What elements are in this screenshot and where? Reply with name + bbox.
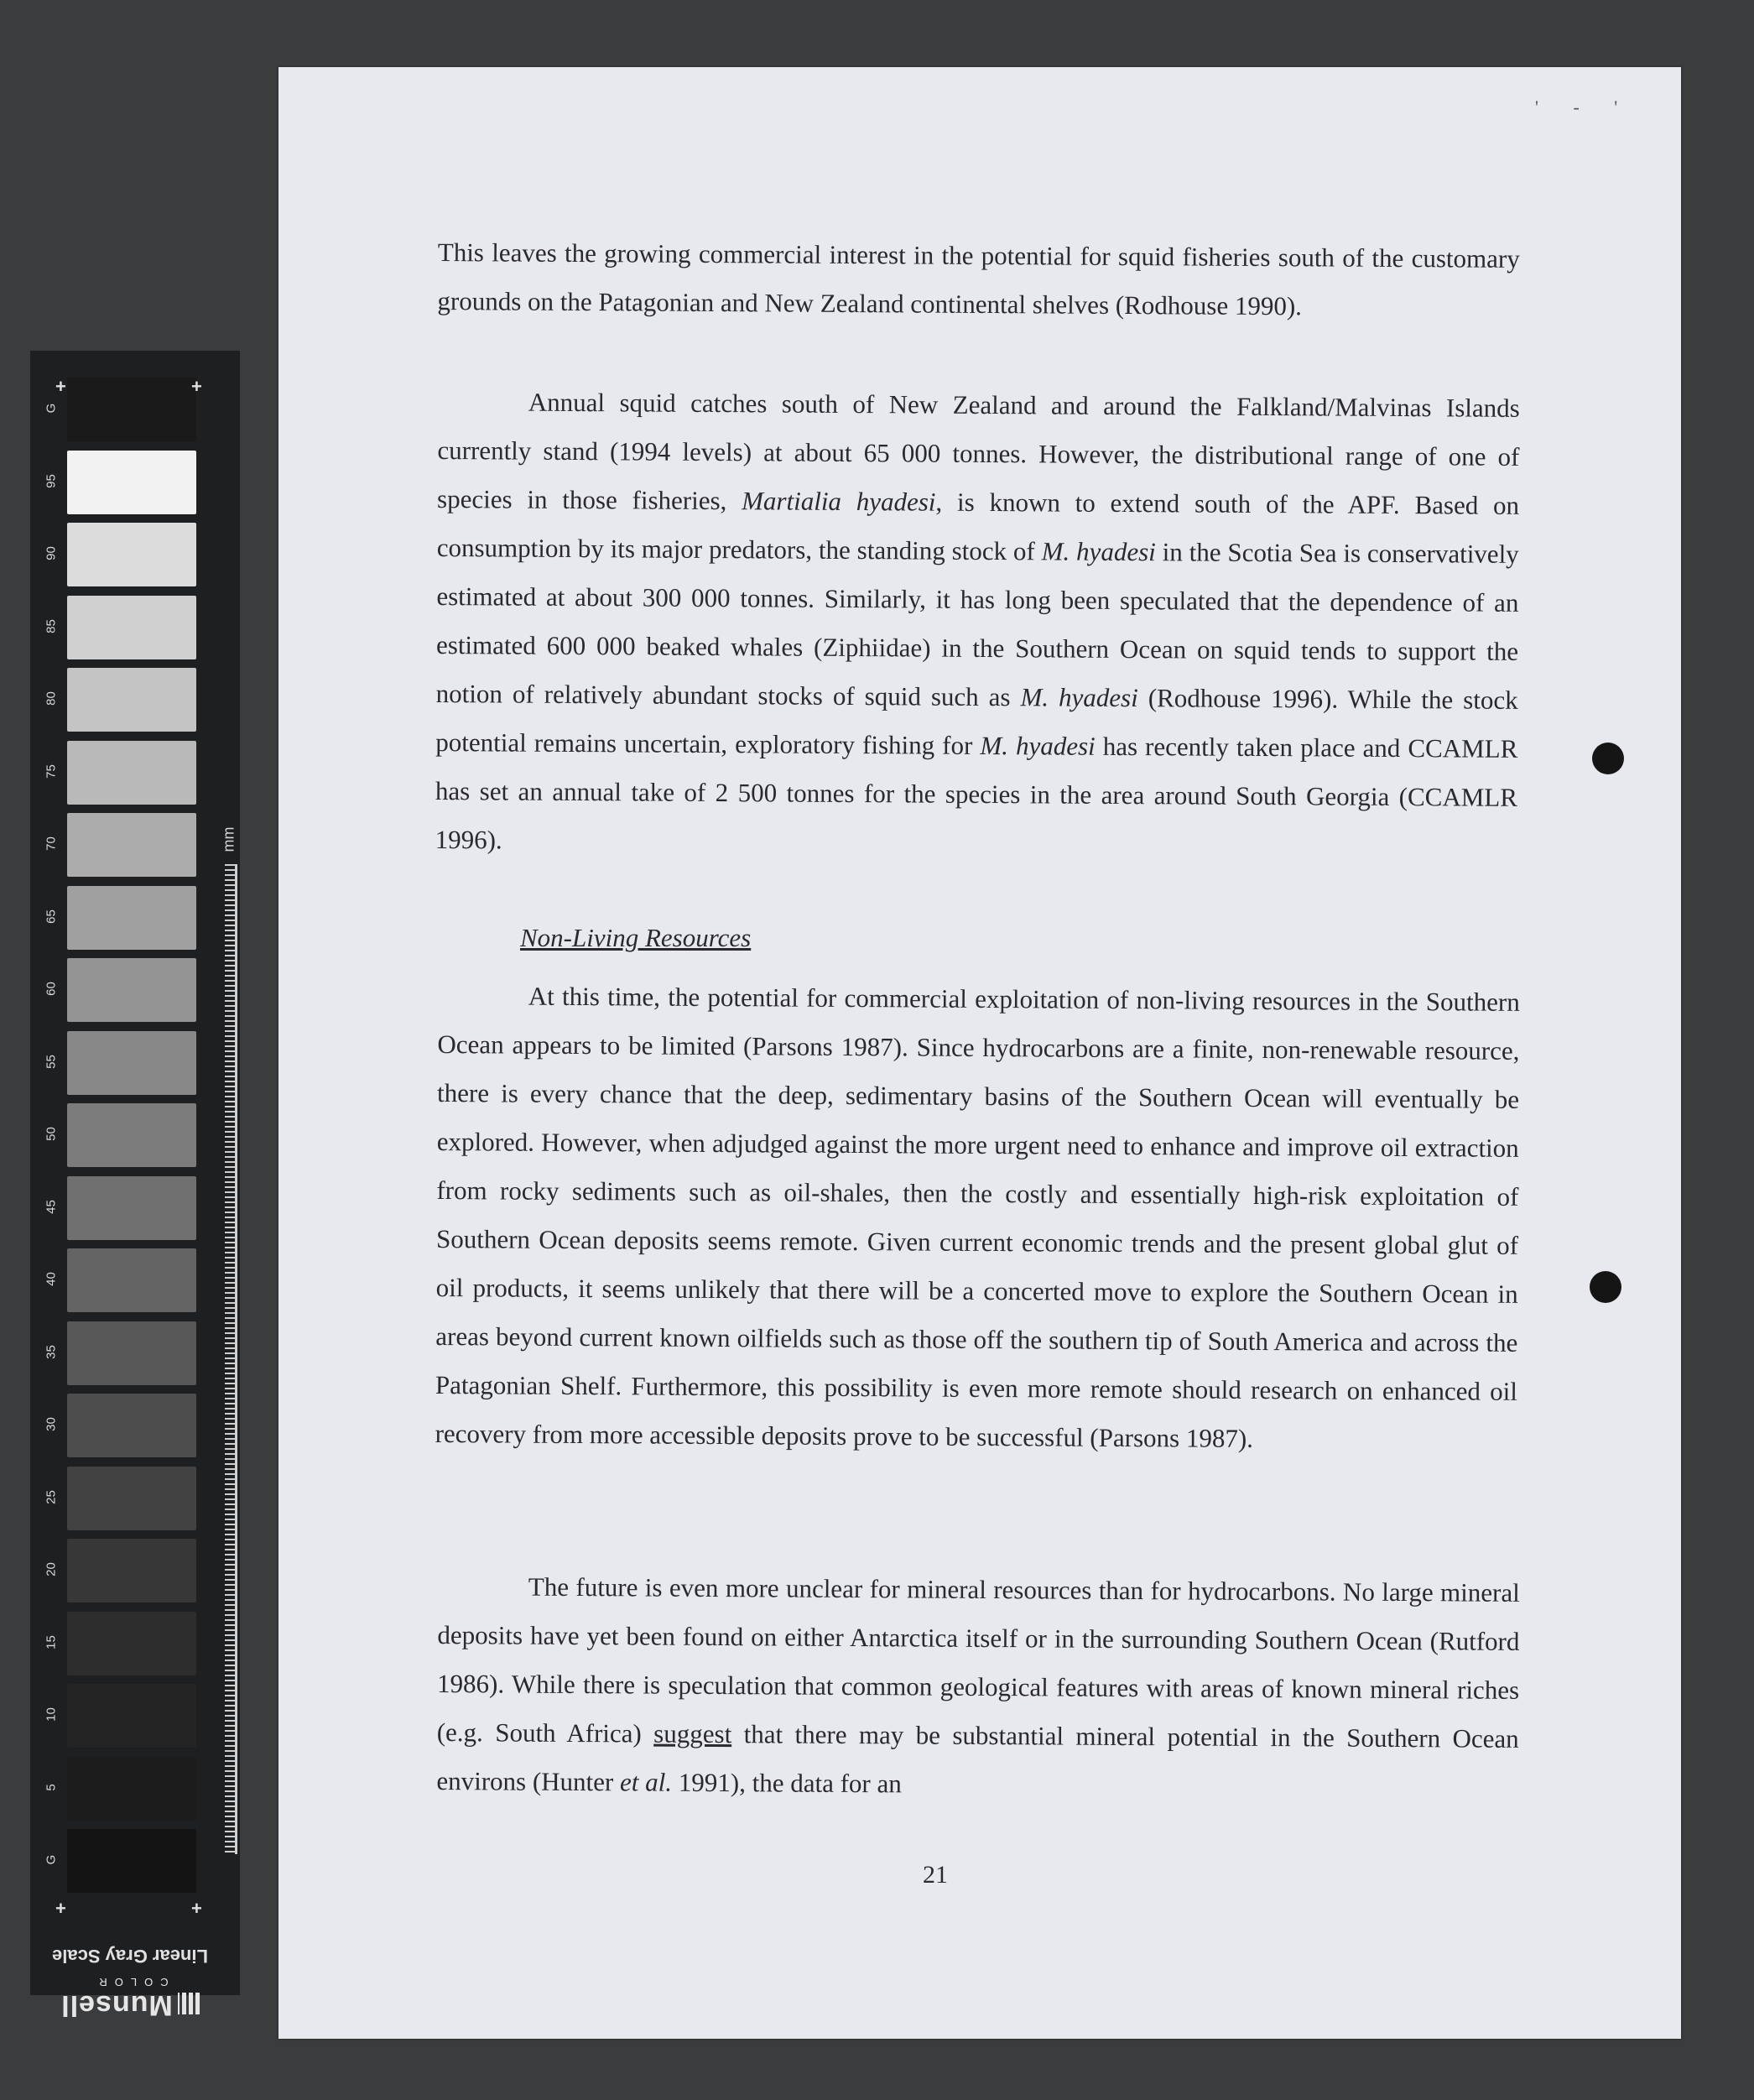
punch-hole (1592, 743, 1624, 774)
gray-patch-label: 55 (44, 1054, 59, 1069)
card-unit-label: mm (220, 826, 237, 852)
gray-patch (67, 813, 196, 877)
gray-patch-label: 25 (44, 1489, 59, 1504)
gray-patch (67, 1321, 196, 1385)
gray-patch (67, 1031, 196, 1095)
gray-patch-label: 20 (44, 1562, 59, 1576)
paragraph-1: This leaves the growing commercial interest in the potential for squid fisheries south of the customary grounds on the Patagonian and New Zealand continental shelves (Rodhouse 1990). (437, 237, 1520, 321)
gray-patch (67, 451, 196, 514)
gray-patch (67, 596, 196, 659)
gray-patch-label: 50 (44, 1127, 59, 1141)
gray-patch-label: 80 (44, 691, 59, 706)
gray-patch (67, 958, 196, 1022)
gray-patch (67, 1829, 196, 1893)
gray-patch (67, 1467, 196, 1530)
gray-patch-label: 60 (44, 982, 59, 996)
mm-ruler-line (235, 864, 237, 1854)
page-number: 21 (923, 1861, 948, 1889)
paragraph-2: Annual squid catches south of New Zealand and around the Falkland/Malvinas Islands currently stand (1994 levels) at about 65 000 tonnes. However, the distributional range of one of species in those fisheries, Martialia hyadesi, is known to extend south of the APF. Based on consumption by its major predators, the standing stock of M. hyadesi in the Scotia Sea is conservatively estimated at about 300 000 tonnes. Similarly, it has long been speculated that the dependence of an estimated 600 000 beaked whales (Ziphiidae) in the Southern Ocean on squid tends to support the notion of relatively abundant stocks of squid such as M. hyadesi (Rodhouse 1996). While the stock potential remains uncertain, exploratory fishing for M. hyadesi has recently taken place and CCAMLR has set an annual take of 2 500 tonnes for the species in the area around South Georgia (CCAMLR 1996). (435, 387, 1520, 855)
gray-patch-label: 85 (44, 618, 59, 633)
gray-patch (67, 1248, 196, 1312)
gray-patch (67, 1394, 196, 1457)
gray-patch-label: 35 (44, 1344, 59, 1359)
gray-patch-label: 30 (44, 1417, 59, 1431)
card-title: Linear Gray Scale (52, 1946, 208, 1967)
section-heading: Non-Living Resources (520, 923, 752, 952)
card-brand (50, 1976, 210, 2021)
corner-marks: ' - ' (1535, 96, 1633, 117)
punch-hole (1590, 1271, 1621, 1303)
gray-patch-label: 70 (44, 836, 59, 851)
paragraph-4: The future is even more unclear for mineral resources than for hydrocarbons. No large mineral deposits have yet been found on either Antarctica itself or in the surrounding Southern Ocean (Rutford 1986). While there is speculation that common geological features with areas of known mineral riches (e.g. South Africa) suggest that there may be substantial mineral potential in the Southern Ocean environs (Hunter et al. 1991), the data for an (436, 1571, 1520, 1799)
gray-patch-label: 10 (44, 1707, 59, 1722)
gray-patch (67, 886, 196, 950)
gray-patch-label: 90 (44, 546, 59, 560)
registration-mark: + (191, 376, 202, 397)
gray-patch-label: 65 (44, 909, 59, 924)
gray-patch (67, 523, 196, 586)
gray-patch-label: 15 (44, 1634, 59, 1649)
gray-patch-label: G (44, 1854, 59, 1865)
brand-name: Munsell (50, 1988, 210, 2021)
gray-patch (67, 1176, 196, 1240)
brand-sub: COLOR (91, 1976, 169, 1988)
gray-patch-label: G (44, 403, 59, 414)
gray-patch-label: 75 (44, 763, 59, 779)
paragraph-3: At this time, the potential for commercial exploitation of non-living resources in the Southern Ocean appears to be limited (Parsons 1987). Since hydrocarbons are a finite, non-renewable resource, there is every chance that the deep, sedimentary basins of the Southern Ocean will eventually be explored. However, when adjudged against the more urgent need to enhance and improve oil extraction from rocky sediments such as oil-shales, then the costly and essentially high-risk exploitation of Southern Ocean deposits seems remote. Given current economic trends and the present global glut of oil products, it seems unlikely that there will be a concerted move to explore the Southern Ocean in areas beyond current known oilfields such as those off the southern tip of South America and across the Patagonian Shelf. Furthermore, this possibility is even more remote should research on enhanced oil recovery from more accessible deposits prove to be successful (Parsons 1987). (435, 981, 1520, 1453)
registration-mark: + (191, 1898, 202, 1919)
gray-patch-label: 5 (44, 1783, 59, 1791)
registration-mark: + (55, 1898, 66, 1919)
gray-patch (67, 1612, 196, 1675)
munsell-logo-icon (178, 1993, 200, 2014)
gray-patch-label: 95 (44, 473, 59, 488)
gray-patch (67, 378, 196, 441)
gray-patch (67, 1103, 196, 1167)
gray-patch (67, 1539, 196, 1602)
gray-patch-label: 40 (44, 1272, 59, 1286)
registration-mark: + (55, 376, 66, 397)
gray-patch (67, 1684, 196, 1748)
gray-scale-patches (67, 378, 196, 1856)
gray-patch-label: 45 (44, 1199, 59, 1214)
gray-patch (67, 1757, 196, 1821)
gray-patch (67, 668, 196, 732)
gray-patch (67, 741, 196, 805)
